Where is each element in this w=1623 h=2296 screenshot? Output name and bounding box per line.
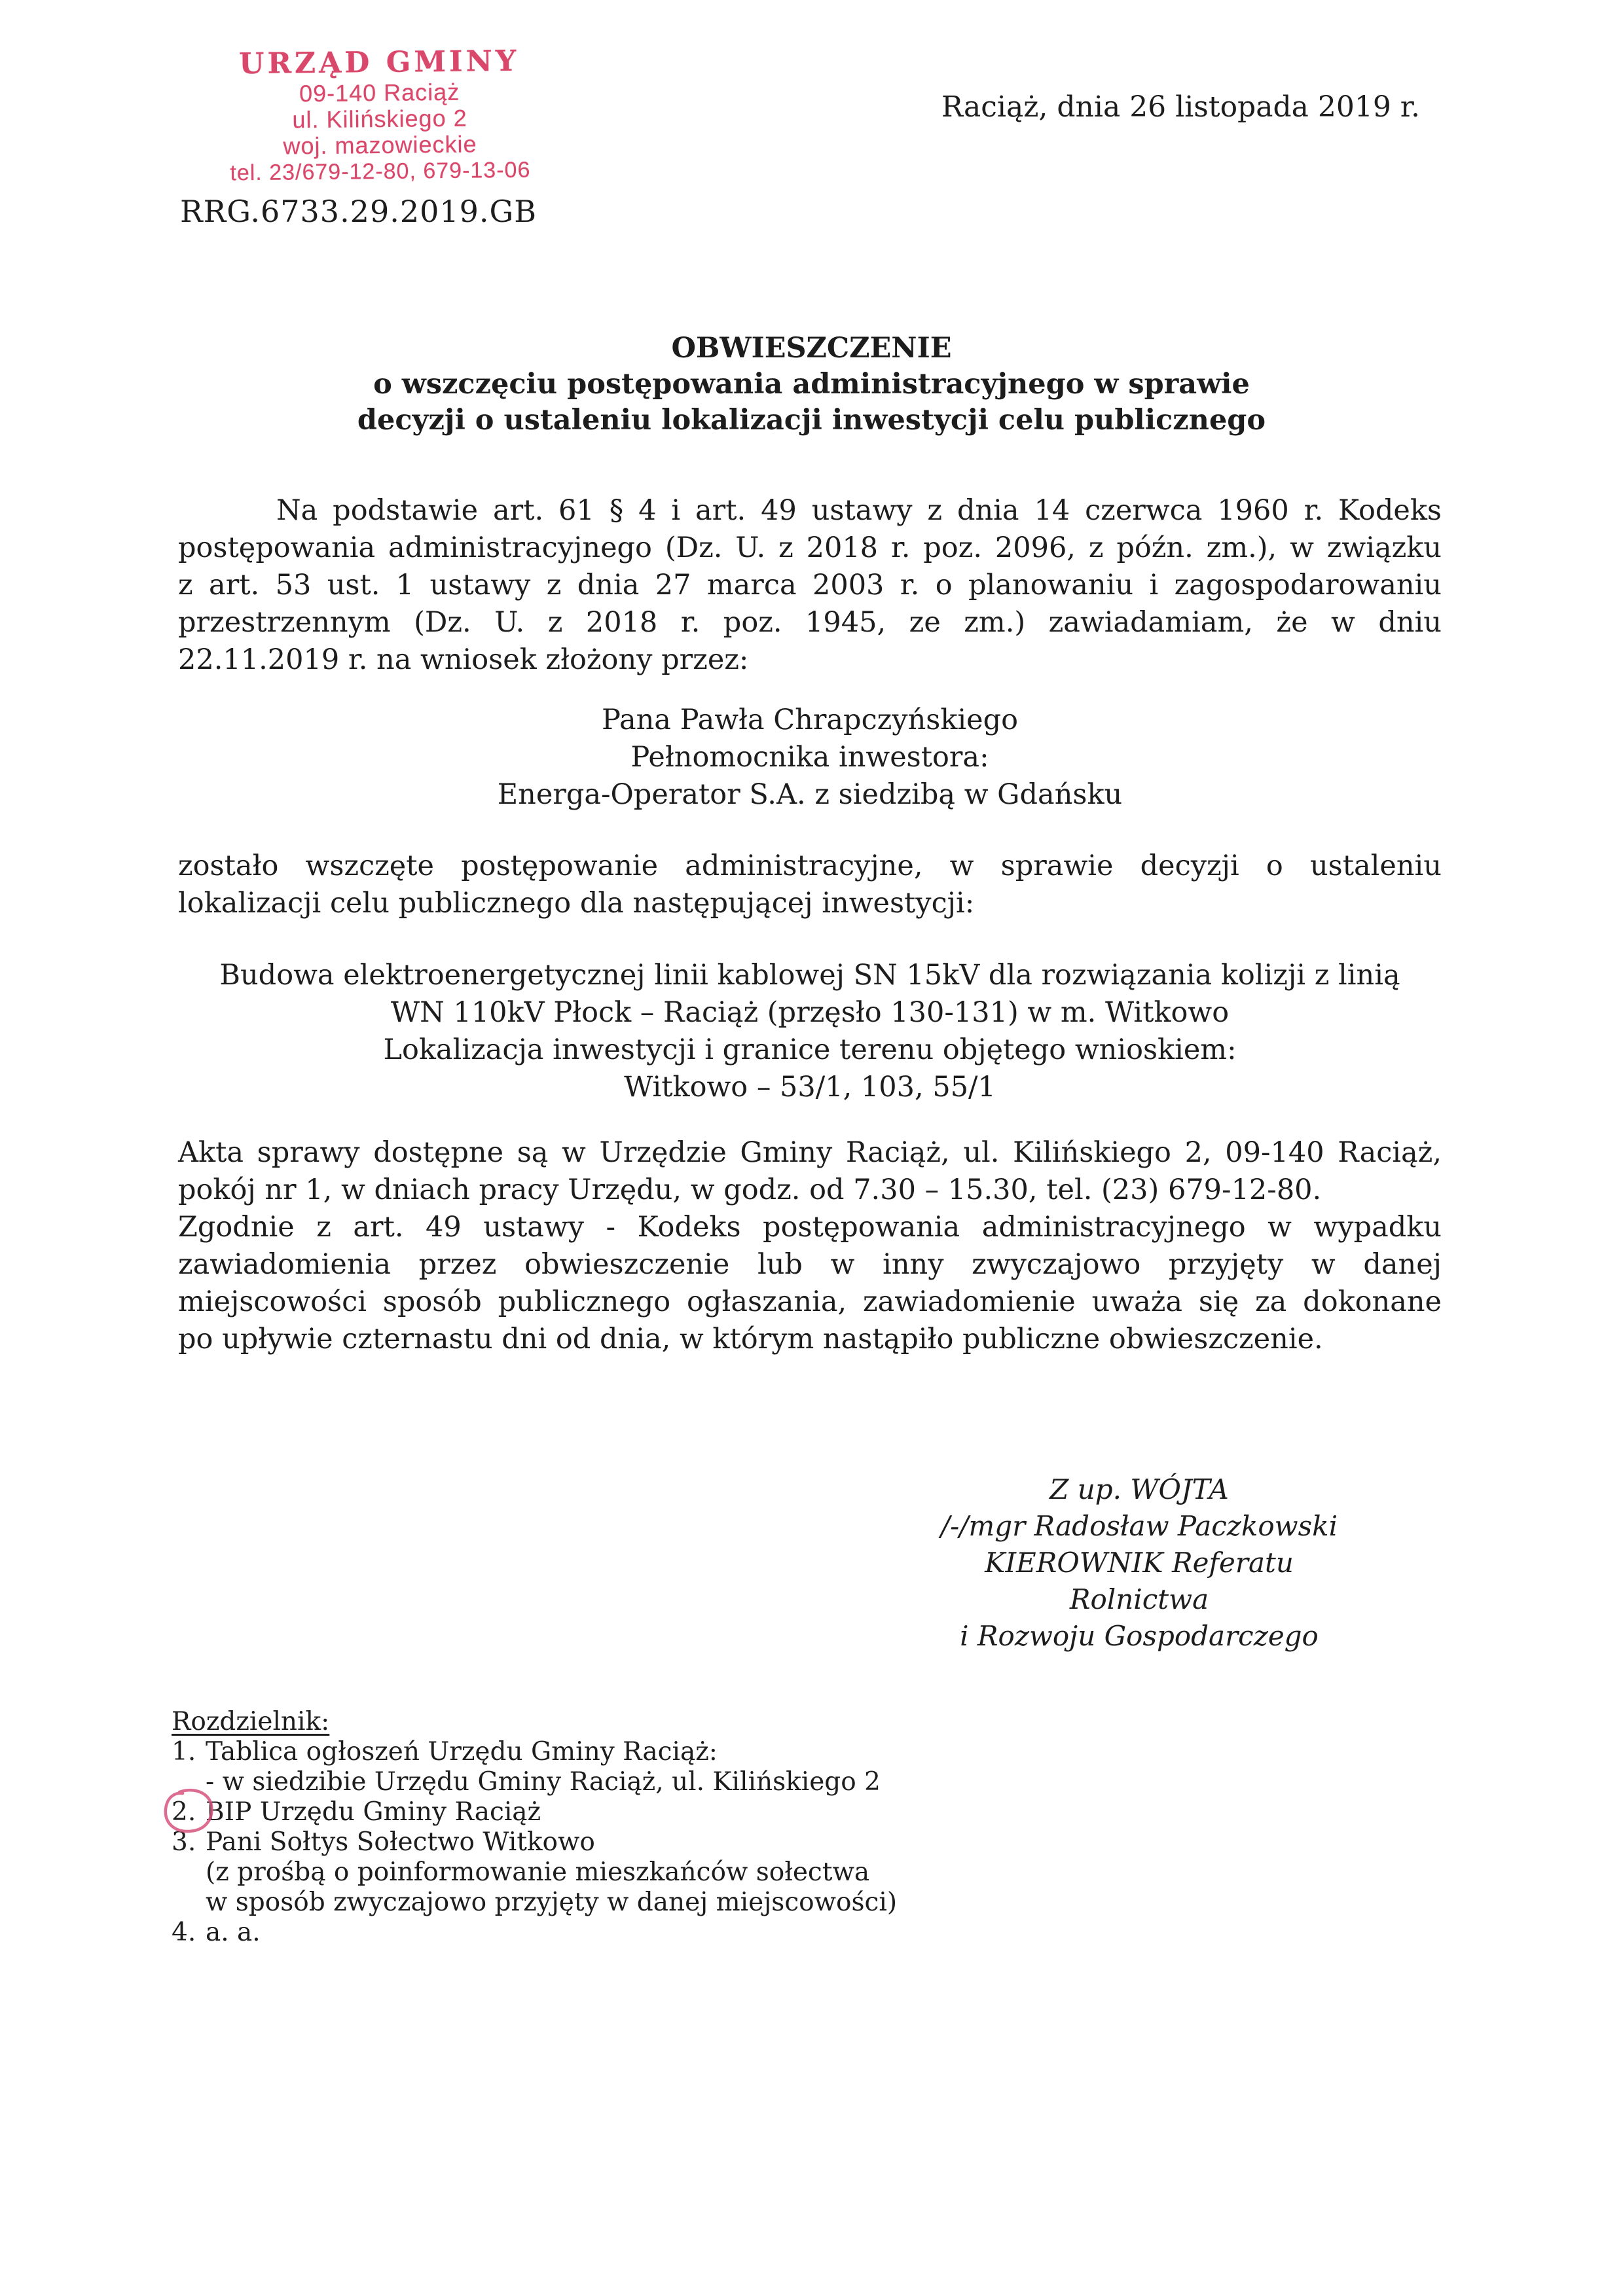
signature-block <box>930 1471 1349 1655</box>
item-text: a. a. <box>206 1918 261 1947</box>
signature-authority: Z up. WÓJTA <box>1049 1473 1229 1505</box>
stamp-phone: tel. 23/679-12-80, 679-13-06 <box>230 157 531 186</box>
investment-plots: Witkowo – 53/1, 103, 55/1 <box>624 1071 996 1103</box>
text-line: postępowania administracyjnego (Dz. U. z 2018 r. poz. 2096, z późn. zm.), w związku <box>178 531 1442 564</box>
text-line: pokój nr 1, w dniach pracy Urzędu, w godz. od 7.30 – 15.30, tel. (23) 679-12-80. <box>178 1174 1322 1206</box>
title-line-3: decyzji o ustaleniu lokalizacji inwestycji celu publicznego <box>357 404 1266 437</box>
date-line: Raciąż, dnia 26 listopada 2019 r. <box>941 90 1420 124</box>
distribution-list <box>172 1707 957 1948</box>
item-number: 2. <box>172 1797 196 1827</box>
item-number: 4. <box>172 1918 196 1947</box>
item-text: BIP Urzędu Gminy Raciąż <box>206 1797 541 1827</box>
stamp-street: ul. Kilińskiego 2 <box>292 104 467 134</box>
distribution-item-3 <box>172 1827 957 1857</box>
applicant-name: Pana Pawła Chrapczyńskiego <box>601 704 1019 736</box>
stamp-office-name: URZĄD GMINY <box>238 44 520 81</box>
text-line: 22.11.2019 r. na wniosek złożony przez: <box>178 643 749 676</box>
text-line: zostało wszczęte postępowanie administracyjne, w sprawie decyzji o ustaleniu <box>178 850 1442 882</box>
reference-number: RRG.6733.29.2019.GB <box>180 194 538 229</box>
notice-title <box>0 331 1623 439</box>
investment-block <box>178 957 1442 1106</box>
text-line: Akta sprawy dostępne są w Urzędzie Gminy Raciąż, ul. Kilińskiego 2, 09-140 Raciąż, <box>178 1136 1442 1169</box>
distribution-item-3-sub-2: w sposób zwyczajowo przyjęty w danej miejscowości) <box>206 1888 898 1917</box>
text-line: z art. 53 ust. 1 ustawy z dnia 27 marca 2003 r. o planowaniu i zagospodarowaniu <box>178 569 1442 601</box>
item-text: Tablica ogłoszeń Urzędu Gminy Raciąż: <box>206 1737 718 1767</box>
investment-line-2: WN 110kV Płock – Raciąż (przęsło 130-131) w m. Witkowo <box>390 996 1230 1029</box>
distribution-heading: Rozdzielnik: <box>172 1707 330 1736</box>
applicant-role: Pełnomocnika inwestora: <box>630 741 989 774</box>
text-line: przestrzennym (Dz. U. z 2018 r. poz. 1945, ze zm.) zawiadamiam, że w dniu <box>178 606 1442 639</box>
distribution-item-1-sub: - w siedzibie Urzędu Gminy Raciąż, ul. Kilińskiego 2 <box>206 1767 881 1797</box>
investment-line-1: Budowa elektroenergetycznej linii kablowej SN 15kV dla rozwiązania kolizji z linią <box>219 959 1400 992</box>
text-line: lokalizacji celu publicznego dla następującej inwestycji: <box>178 887 975 920</box>
stamp-postal-code: 09-140 Raciąż <box>299 78 460 107</box>
paragraph-legal-basis <box>178 492 1442 679</box>
signature-name: /-/mgr Radosław Paczkowski <box>940 1510 1338 1542</box>
signature-position-1: KIEROWNIK Referatu Rolnictwa <box>985 1547 1294 1615</box>
item-number: 1. <box>172 1737 196 1767</box>
distribution-item-2 <box>172 1797 957 1827</box>
text-line: Zgodnie z art. 49 ustawy - Kodeks postępowania administracyjnego w wypadku <box>178 1211 1442 1244</box>
applicant-block <box>178 702 1442 814</box>
item-text: Pani Sołtys Sołectwo Witkowo <box>206 1827 595 1857</box>
office-stamp <box>209 44 551 186</box>
title-line-1: OBWIESZCZENIE <box>671 332 952 365</box>
stamp-voivodeship: woj. mazowieckie <box>283 130 477 160</box>
text-line: zawiadomienia przez obwieszczenie lub w inny zwyczajowo przyjęty w danej <box>178 1248 1442 1281</box>
applicant-company: Energa-Operator S.A. z siedzibą w Gdańsku <box>497 778 1123 811</box>
text-line: miejscowości sposób publicznego ogłaszania, zawiadomienie uważa się za dokonane <box>178 1285 1442 1318</box>
title-line-2: o wszczęciu postępowania administracyjnego w sprawie <box>373 368 1250 401</box>
text-line: Na podstawie art. 61 § 4 i art. 49 ustawy z dnia 14 czerwca 1960 r. Kodeks <box>276 494 1442 527</box>
distribution-item-3-sub-1: (z prośbą o poinformowanie mieszkańców sołectwa <box>206 1857 870 1887</box>
signature-position-2: i Rozwoju Gospodarczego <box>960 1620 1319 1652</box>
paragraph-access-info <box>178 1134 1442 1358</box>
text-line: po upływie czternastu dni od dnia, w którym nastąpiło publiczne obwieszczenie. <box>178 1323 1323 1355</box>
item-number: 3. <box>172 1827 196 1857</box>
distribution-item-4 <box>172 1918 957 1948</box>
investment-location-label: Lokalizacja inwestycji i granice terenu objętego wnioskiem: <box>383 1033 1237 1066</box>
paragraph-proceeding <box>178 848 1442 922</box>
distribution-item-1 <box>172 1737 957 1767</box>
